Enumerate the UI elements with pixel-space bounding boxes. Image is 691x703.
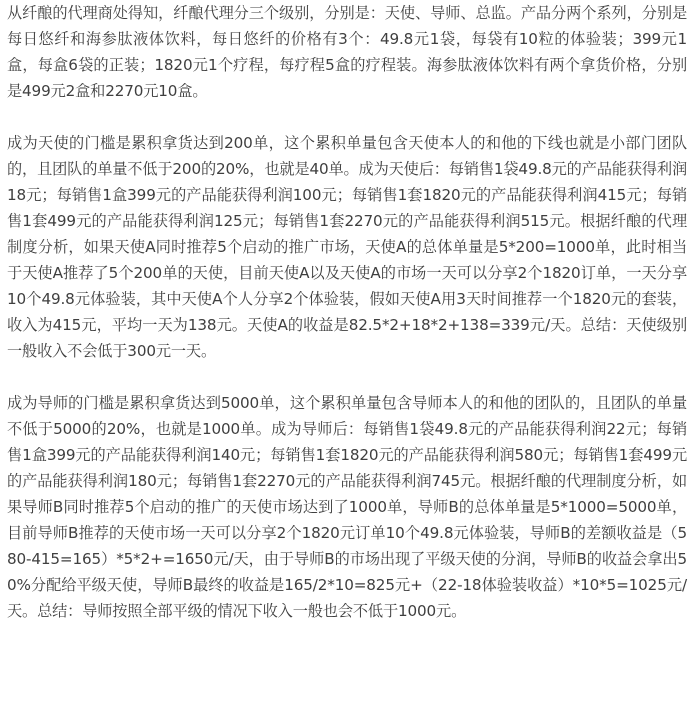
paragraph-spacer	[7, 104, 687, 130]
paragraph-mentor-level: 成为导师的门槛是累积拿货达到5000单，这个累积单量包含导师本人的和他的团队的，且团队的单量不低于5000的20%，也就是1000单。成为导师后：每销售1袋49.8元的产品能获得利润22元；每销售1盒399元的产品能获得利润140元；每销售1套1820元的产品能获得利润580元；每销售1套499元的产品能获得利润180元；每销售1套2270元的产品能获得利润745元。根据纤酿的代理制度分析，如果导师B同时推荐5个启动的推广的天使市场达到了1000单，导师B的总体单量是5*1000=5000单，目前导师B推荐的天使市场一天可以分享2个1820元订单10个49.8元体验装，导师B的差额收益是（580-415=165）*5*2+=1650元/天，由于导师B的市场出现了平级天使的分润，导师B的收益会拿出50%分配给平级天使，导师B最终的收益是165/2*10=825元+（22-18体验装收益）*10*5=1025元/天。总结：导师按照全部平级的情况下收入一般也会不低于1000元。	[7, 394, 687, 620]
paragraph-angel-level: 成为天使的门槛是累积拿货达到200单，这个累积单量包含天使本人的和他的下线也就是小部门团队的，且团队的单量不低于200的20%，也就是40单。成为天使后：每销售1袋49.8元的产品能获得利润18元；每销售1盒399元的产品能获得利润100元；每销售1套1820元的产品能获得利润415元；每销售1套499元的产品能获得利润125元；每销售1套2270元的产品能获得利润515元。根据纤酿的代理制度分析，如果天使A同时推荐5个启动的推广市场，天使A的总体单量是5*200=1000单，此时相当于天使A推荐了5个200单的天使，目前天使A以及天使A的市场一天可以分享2个1820订单，一天分享10个49.8元体验装，其中天使A个人分享2个体验装，假如天使A用3天时间推荐一个1820元的套装，收入为415元，平均一天为138元。天使A的收益是82.5*2+18*2+138=339元/天。总结：天使级别一般收入不会低于300元一天。	[7, 134, 687, 360]
paragraph-spacer	[7, 364, 687, 390]
paragraph-agent-levels-intro: 从纤酿的代理商处得知，纤酿代理分三个级别，分别是：天使、导师、总监。产品分两个系列，分别是每日悠纤和海参肽液体饮料，每日悠纤的价格有3个：49.8元1袋，每袋有10粒的体验装；399元1盒，每盒6袋的正装；1820元1个疗程，每疗程5盒的疗程装。海参肽液体饮料有两个拿货价格，分别是499元2盒和2270元10盒。	[7, 4, 687, 100]
